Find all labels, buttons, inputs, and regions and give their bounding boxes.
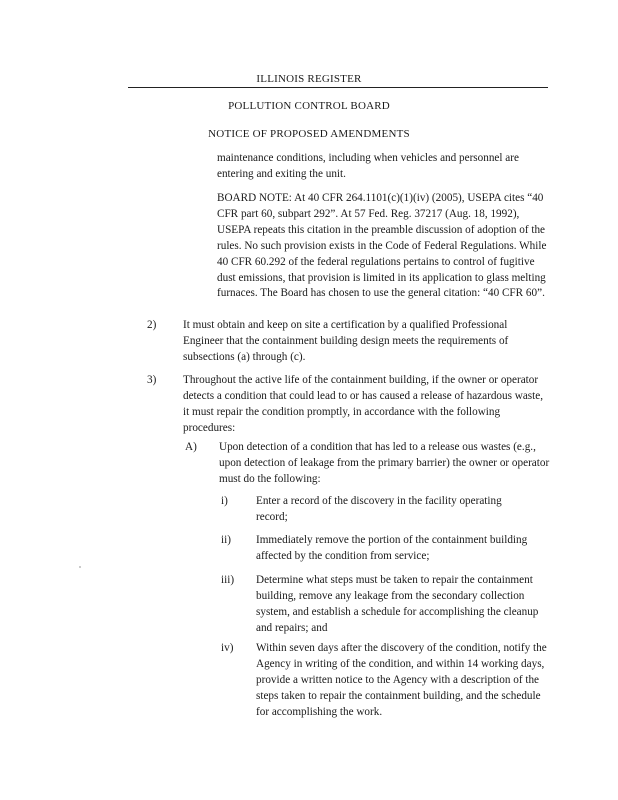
subitem-iv-number: iv) <box>221 642 234 654</box>
board-note: BOARD NOTE: At 40 CFR 264.1101(c)(1)(iv) (2005), USEPA cites “40 CFR part 60, subpart 292”. At 57 Fed. Reg. 37217 (Aug. 18, 1992), USEPA repeats this citation in the preamble discussion of adoption of the rules. No such provision exists in the Code of Federal Regulations. While 40 CFR 60.292 of the federal regulations pertains to control of fugitive dust emissions, that provision is limited in its application to glass melting furnaces. The Board has chosen to use the general citation: “40 CFR 60”. <box>217 192 547 300</box>
subitem-iv-text: Within seven days after the discovery of the condition, notify the Agency in writing of the condition, and within 14 working days, provide a written notice to the Agency with a description of the steps taken to repair the containment building, and the schedule for accomplishing the work. <box>256 642 547 718</box>
header-rule <box>128 87 548 88</box>
subitem-i-text: Enter a record of the discovery in the facility operating record; <box>256 495 502 523</box>
subitem-ii-text: Immediately remove the portion of the containment building affected by the condition from service; <box>256 534 528 562</box>
subitem-ii-number: ii) <box>221 534 231 546</box>
agency-title: POLLUTION CONTROL BOARD <box>228 100 390 112</box>
item-2-text: It must obtain and keep on site a certification by a qualified Professional Engineer that the containment building design meets the requirements of subsections (a) through (c). <box>183 319 509 363</box>
item-number-2: 2) <box>147 319 157 331</box>
subitem-iii-number: iii) <box>221 574 235 586</box>
scan-speck <box>79 566 81 568</box>
subitem-a-number: A) <box>185 441 197 453</box>
subitem-a-text: Upon detection of a condition that has led to a release ous wastes (e.g., upon detection of leakage from the primary barrier) the owner or operator must do the following: <box>219 441 550 485</box>
notice-title: NOTICE OF PROPOSED AMENDMENTS <box>208 128 410 140</box>
continuation-paragraph: maintenance conditions, including when vehicles and personnel are entering and exiting the unit. <box>217 152 519 180</box>
subitem-i-number: i) <box>221 495 228 507</box>
subitem-iii-text: Determine what steps must be taken to repair the containment building, remove any leakage from the secondary collection system, and establish a schedule for accomplishing the cleanup and repairs; and <box>256 574 539 634</box>
item-3-text: Throughout the active life of the containment building, if the owner or operator detects a condition that could lead to or has caused a release of hazardous waste, it must repair the condition promptly, in accordance with the following procedures: <box>183 374 544 434</box>
item-number-3: 3) <box>147 374 157 386</box>
register-title: ILLINOIS REGISTER <box>256 73 362 85</box>
